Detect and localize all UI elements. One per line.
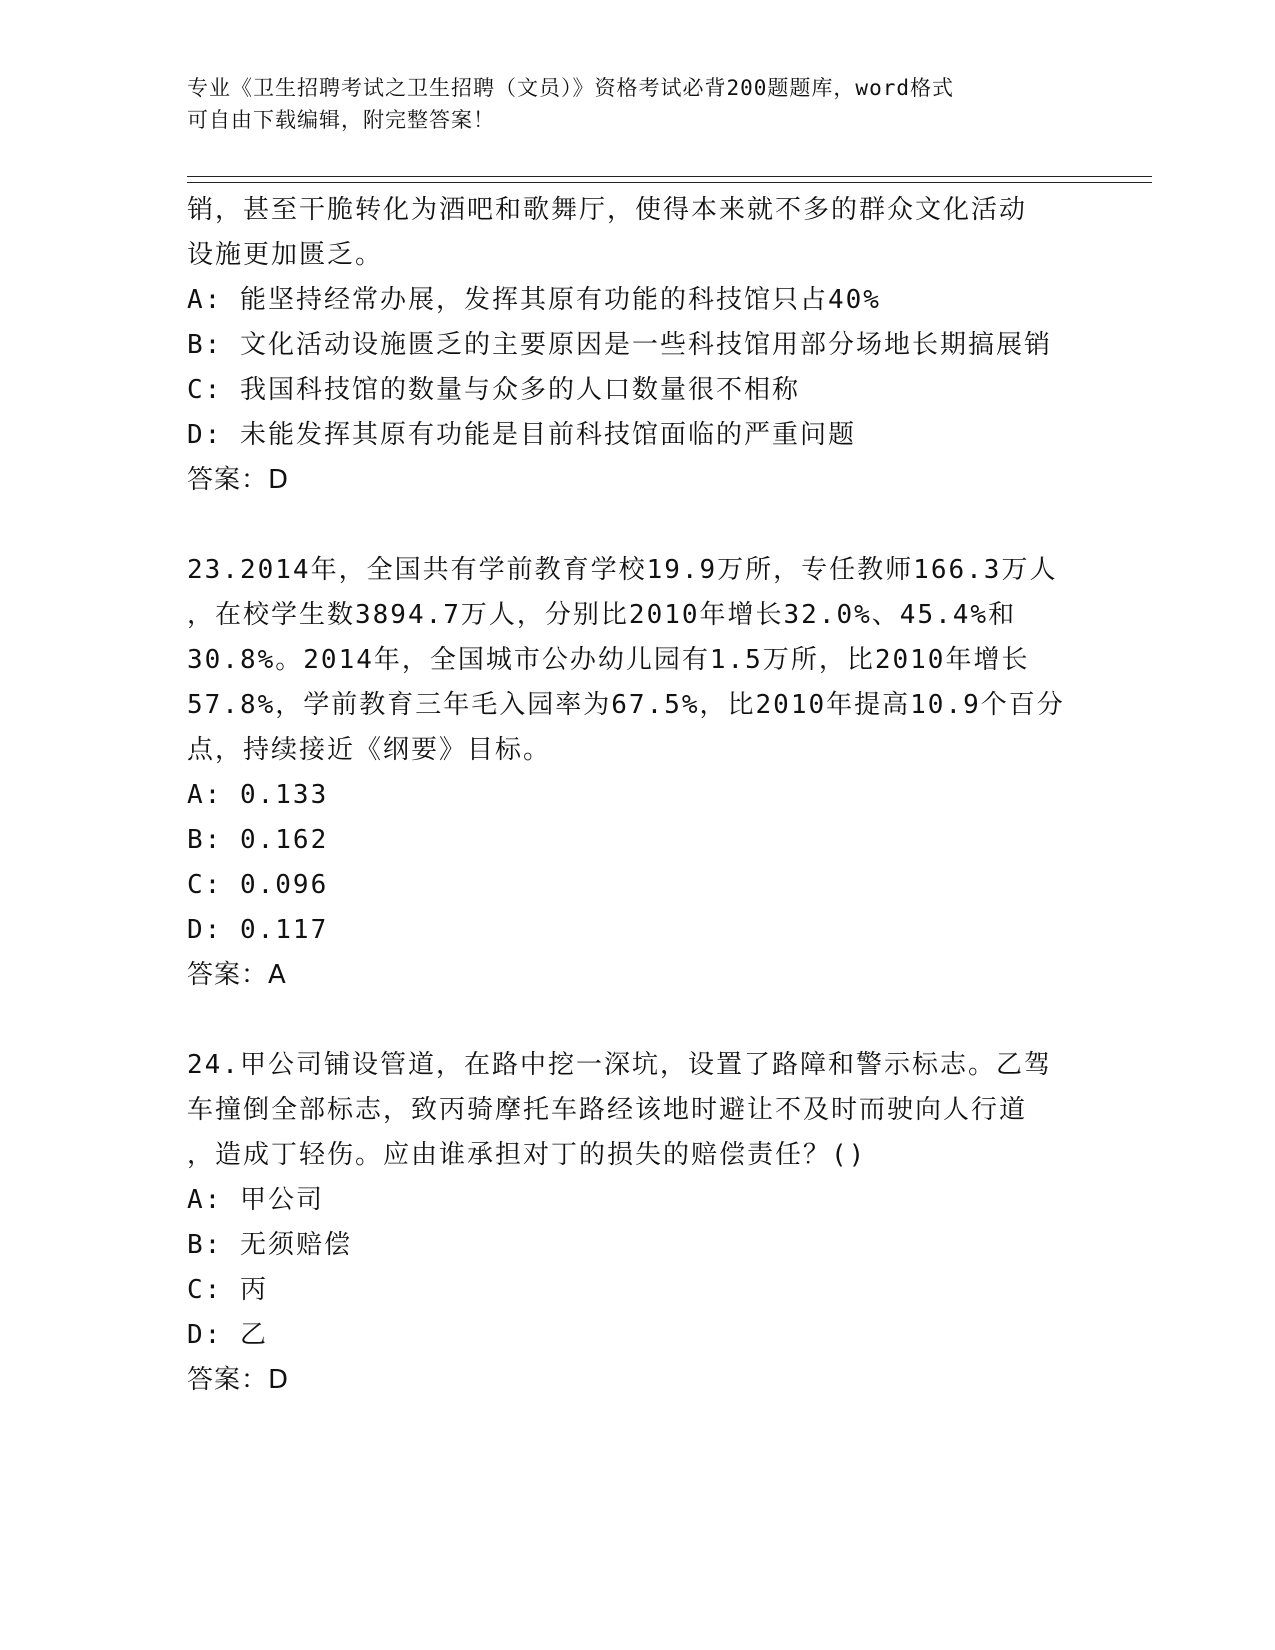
answer-line: 答案：D [187, 465, 290, 495]
question-stem-line: 点，持续接近《纲要》目标。 [187, 735, 552, 765]
document-header [187, 72, 1067, 136]
option-b: B: 文化活动设施匮乏的主要原因是一些科技馆用部分场地长期搞展销 [187, 330, 1052, 360]
option-d: D: 0.117 [187, 915, 329, 945]
question-stem-line: 24.甲公司铺设管道，在路中挖一深坑，设置了路障和警示标志。乙驾 [187, 1050, 1052, 1080]
option-c: C: 我国科技馆的数量与众多的人口数量很不相称 [187, 375, 800, 405]
option-a: A: 0.133 [187, 780, 329, 810]
header-divider-bottom [187, 182, 1152, 183]
option-c: C: 0.096 [187, 870, 329, 900]
document-body [187, 188, 1087, 1403]
header-divider-top [187, 176, 1152, 177]
option-b: B: 0.162 [187, 825, 329, 855]
question-stem-line: ，造成丁轻伤。应由谁承担对丁的损失的赔偿责任？() [187, 1140, 867, 1170]
option-a: A: 甲公司 [187, 1185, 324, 1215]
answer-line: 答案：A [187, 960, 287, 990]
option-b: B: 无须赔偿 [187, 1230, 352, 1260]
question-22 [187, 188, 1087, 503]
question-stem-line: 车撞倒全部标志，致丙骑摩托车路经该地时避让不及时而驶向人行道 [187, 1095, 1028, 1125]
header-line-2: 可自由下载编辑，附完整答案！ [187, 108, 495, 132]
question-stem-line: 销，甚至干脆转化为酒吧和歌舞厅，使得本来就不多的群众文化活动 [187, 195, 1028, 225]
question-stem-line: 30.8%。2014年，全国城市公办幼儿园有1.5万所，比2010年增长 [187, 645, 1030, 675]
question-stem-line: 设施更加匮乏。 [187, 240, 384, 270]
option-a: A: 能坚持经常办展，发挥其原有功能的科技馆只占40% [187, 285, 881, 315]
question-24 [187, 1043, 1087, 1403]
question-23 [187, 548, 1087, 998]
answer-line: 答案：D [187, 1365, 290, 1395]
question-stem-line: ，在校学生数3894.7万人，分别比2010年增长32.0%、45.4%和 [187, 600, 1017, 630]
option-d: D: 乙 [187, 1320, 268, 1350]
option-d: D: 未能发挥其原有功能是目前科技馆面临的严重问题 [187, 420, 856, 450]
question-stem-line: 57.8%，学前教育三年毛入园率为67.5%，比2010年提高10.9个百分 [187, 690, 1065, 720]
question-stem-line: 23.2014年，全国共有学前教育学校19.9万所，专任教师166.3万人 [187, 555, 1058, 585]
option-c: C: 丙 [187, 1275, 268, 1305]
header-line-1: 专业《卫生招聘考试之卫生招聘（文员）》资格考试必背200题题库，word格式 [187, 76, 954, 100]
